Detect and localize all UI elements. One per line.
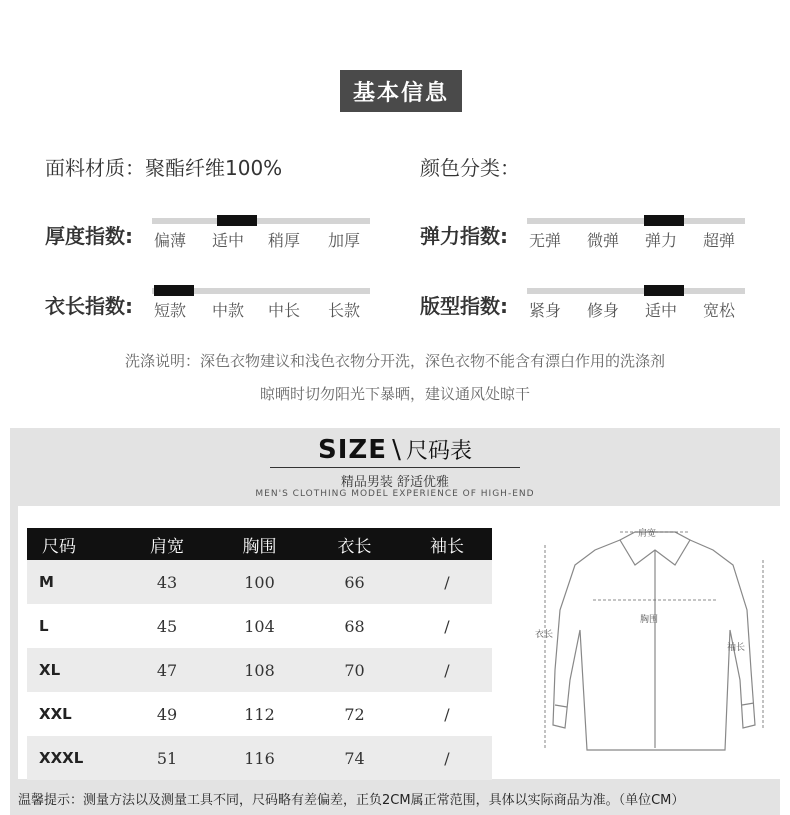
table-cell: 49 bbox=[122, 692, 212, 736]
scale-option: 紧身 bbox=[529, 301, 562, 320]
table-cell: 74 bbox=[307, 736, 402, 780]
scale-marker bbox=[217, 215, 257, 226]
fabric-material: 面料材质：聚酯纤维100% bbox=[45, 156, 283, 180]
table-cell: XXL bbox=[27, 692, 122, 736]
shoulder-label: 肩宽 bbox=[638, 529, 657, 539]
table-row bbox=[27, 604, 492, 648]
length-label: 衣长指数: bbox=[45, 294, 133, 318]
scale-option: 超弹 bbox=[703, 231, 736, 250]
table-cell: 72 bbox=[307, 692, 402, 736]
table-cell: 100 bbox=[212, 560, 307, 604]
scale-option: 短款 bbox=[154, 301, 187, 320]
header-chest: 胸围 bbox=[212, 528, 307, 560]
scale-option: 稍厚 bbox=[268, 231, 301, 250]
table-cell: 116 bbox=[212, 736, 307, 780]
sleeve-label: 袖长 bbox=[727, 643, 746, 653]
scale-option: 适中 bbox=[212, 231, 245, 250]
table-row bbox=[27, 648, 492, 692]
fit-scale bbox=[527, 284, 745, 324]
thickness-scale bbox=[152, 214, 370, 254]
drying-instructions: 晾晒时切勿阳光下暴晒，建议通风处晾干 bbox=[259, 385, 530, 403]
scale-option: 偏薄 bbox=[154, 231, 187, 250]
table-cell: 70 bbox=[307, 648, 402, 692]
measurement-tip: 温馨提示：测量方法以及测量工具不同，尺码略有差偏差，正负2CM属正常范围，具体以实际商品为准。（单位CM） bbox=[18, 793, 685, 808]
scale-option: 中长 bbox=[268, 301, 301, 320]
table-cell: / bbox=[402, 692, 492, 736]
scale-track bbox=[527, 218, 745, 224]
table-cell: / bbox=[402, 648, 492, 692]
chest-label: 胸围 bbox=[640, 615, 659, 625]
size-title-slash: \ bbox=[392, 435, 401, 465]
size-subtitle-en: MEN'S CLOTHING MODEL EXPERIENCE OF HIGH-END bbox=[255, 489, 535, 499]
size-title-en: SIZE bbox=[318, 435, 388, 465]
thickness-label: 厚度指数: bbox=[45, 224, 133, 248]
table-cell: / bbox=[402, 604, 492, 648]
table-cell: 112 bbox=[212, 692, 307, 736]
scale-marker bbox=[154, 285, 194, 296]
table-cell: 104 bbox=[212, 604, 307, 648]
scale-option: 无弹 bbox=[529, 231, 562, 250]
shirt-measurement-diagram bbox=[525, 520, 775, 770]
size-title-cn: 尺码表 bbox=[405, 439, 472, 464]
table-cell: 68 bbox=[307, 604, 402, 648]
basic-info-title: 基本信息 bbox=[340, 70, 462, 112]
table-cell: 45 bbox=[122, 604, 212, 648]
header-shoulder: 肩宽 bbox=[122, 528, 212, 560]
scale-option: 长款 bbox=[328, 301, 361, 320]
header-length: 衣长 bbox=[307, 528, 402, 560]
scale-option: 修身 bbox=[587, 301, 620, 320]
scale-option: 加厚 bbox=[328, 231, 361, 250]
table-cell: M bbox=[27, 560, 122, 604]
scale-track bbox=[527, 288, 745, 294]
table-cell: 108 bbox=[212, 648, 307, 692]
header-size: 尺码 bbox=[27, 528, 122, 560]
length-scale bbox=[152, 284, 370, 324]
elasticity-scale bbox=[527, 214, 745, 254]
table-row bbox=[27, 736, 492, 780]
scale-option: 中款 bbox=[212, 301, 245, 320]
fit-label: 版型指数: bbox=[420, 294, 508, 318]
table-cell: XL bbox=[27, 648, 122, 692]
size-table bbox=[27, 528, 492, 780]
table-cell: / bbox=[402, 560, 492, 604]
table-cell: 43 bbox=[122, 560, 212, 604]
scale-track bbox=[152, 218, 370, 224]
table-cell: / bbox=[402, 736, 492, 780]
header-sleeve: 袖长 bbox=[402, 528, 492, 560]
table-cell: 51 bbox=[122, 736, 212, 780]
color-category: 颜色分类： bbox=[420, 156, 520, 180]
divider bbox=[270, 467, 520, 468]
scale-marker bbox=[644, 285, 684, 296]
size-chart-title bbox=[0, 434, 790, 465]
scale-option: 适中 bbox=[645, 301, 678, 320]
scale-option: 弹力 bbox=[645, 231, 678, 250]
table-cell: 66 bbox=[307, 560, 402, 604]
table-header-row bbox=[27, 528, 492, 560]
table-row bbox=[27, 692, 492, 736]
length-label-diagram: 衣长 bbox=[535, 630, 554, 640]
scale-option: 宽松 bbox=[703, 301, 736, 320]
scale-option: 微弹 bbox=[587, 231, 620, 250]
wash-instructions: 洗涤说明：深色衣物建议和浅色衣物分开洗，深色衣物不能含有漂白作用的洗涤剂 bbox=[124, 352, 665, 370]
table-cell: L bbox=[27, 604, 122, 648]
table-cell: XXXL bbox=[27, 736, 122, 780]
elasticity-label: 弹力指数: bbox=[420, 224, 508, 248]
table-cell: 47 bbox=[122, 648, 212, 692]
scale-marker bbox=[644, 215, 684, 226]
table-row bbox=[27, 560, 492, 604]
size-subtitle: 精品男装 舒适优雅 bbox=[340, 475, 450, 490]
